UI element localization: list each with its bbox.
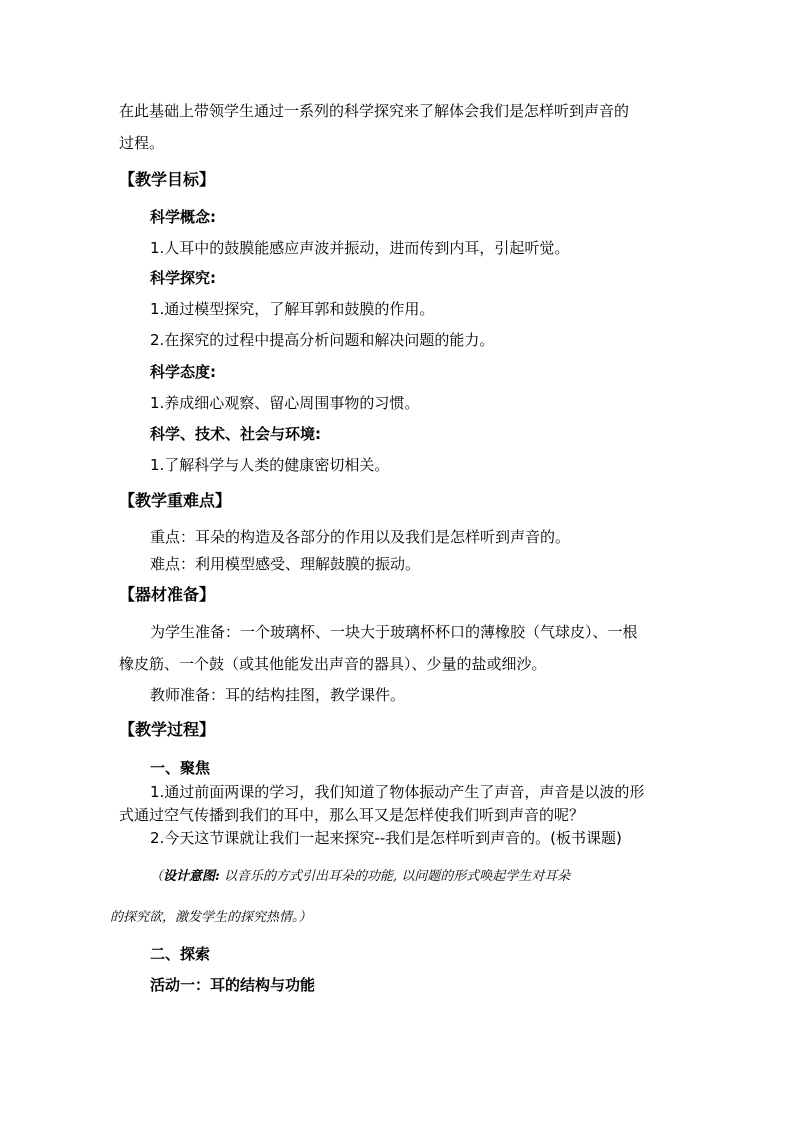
activity-one-title: 活动一：耳的结构与功能: [150, 976, 316, 994]
focus-paragraph-2: 2.今天这节课就让我们一起来探究--我们是怎样听到声音的。(板书课题): [150, 829, 622, 847]
science-inquiry-item-2: 2.在探究的过程中提高分析问题和解决问题的能力。: [150, 331, 495, 349]
intro-line-2: 过程。: [119, 134, 165, 152]
focus-paragraph-1-line-1: 1.通过前面两课的学习，我们知道了物体振动产生了声音，声音是以波的形: [150, 783, 645, 801]
key-points-heading: 【教学重难点】: [119, 491, 232, 510]
process-heading: 【教学过程】: [119, 720, 216, 739]
step-explore-title: 二、探索: [150, 945, 211, 963]
science-concept-title: 科学概念:: [150, 208, 216, 226]
teacher-materials: 教师准备：耳的结构挂图，教学课件。: [150, 686, 406, 704]
design-intent-label: 设计意图:: [163, 869, 220, 884]
science-attitude-item-1: 1.养成细心观察、留心周围事物的习惯。: [150, 394, 420, 412]
science-inquiry-title: 科学探究:: [150, 269, 216, 287]
difficult-point: 难点：利用模型感受、理解鼓膜的振动。: [150, 555, 421, 573]
science-concept-item-1: 1.人耳中的鼓膜能感应声波并振动，进而传到内耳，引起听觉。: [150, 239, 570, 257]
focus-paragraph-1-line-2: 式通过空气传播到我们的耳中，那么耳又是怎样使我们听到声音的呢？: [119, 806, 585, 824]
student-materials-line-2: 橡皮筋、一个鼓（或其他能发出声音的器具）、少量的盐或细沙。: [119, 655, 547, 673]
design-intent-open-paren: （: [150, 869, 164, 884]
design-intent-text: 以音乐的方式引出耳朵的功能, 以问题的形式唤起学生对耳朵: [219, 869, 571, 884]
objectives-heading: 【教学目标】: [119, 170, 216, 189]
science-inquiry-item-1: 1.通过模型探究，了解耳郭和鼓膜的作用。: [150, 300, 435, 318]
step-focus-title: 一、聚焦: [150, 759, 211, 777]
sts-item-1: 1.了解科学与人类的健康密切相关。: [150, 456, 390, 474]
science-attitude-title: 科学态度:: [150, 363, 216, 381]
design-intent-line-1: [150, 867, 570, 887]
materials-heading: 【器材准备】: [119, 585, 216, 604]
intro-line-1: 在此基础上带领学生通过一系列的科学探究来了解体会我们是怎样听到声音的: [119, 102, 630, 120]
design-intent-line-2: 的探究欲，激发学生的探究热情。）: [110, 910, 312, 925]
key-point: 重点：耳朵的构造及各部分的作用以及我们是怎样听到声音的。: [150, 528, 571, 546]
student-materials-line-1: 为学生准备：一个玻璃杯、一块大于玻璃杯杯口的薄橡胶（气球皮）、一根: [150, 623, 638, 641]
sts-title: 科学、技术、社会与环境:: [150, 425, 321, 443]
